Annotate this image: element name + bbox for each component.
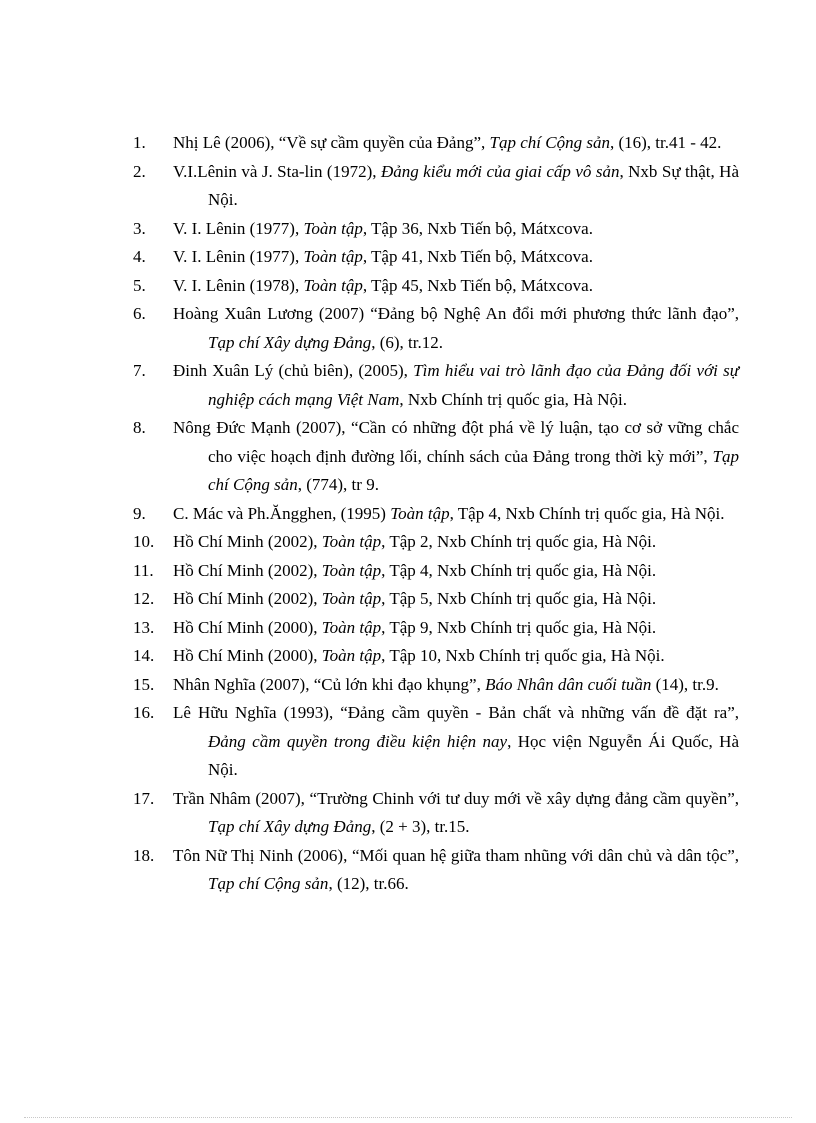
- reference-number: 16.: [133, 703, 155, 722]
- reference-number: 3.: [133, 218, 146, 238]
- reference-number: 2.: [133, 161, 146, 181]
- reference-number: 6.: [133, 304, 146, 323]
- reference-number: 12.: [133, 589, 155, 608]
- reference-item: 17. Trần Nhâm (2007), “Trường Chinh với tư duy mới về xây dựng đảng cầm quyền”, Tạp chí Xây dựng Đảng, (2 + 3), tr.15.: [133, 785, 739, 842]
- reference-item: 16. Lê Hữu Nghĩa (1993), “Đảng cầm quyền - Bản chất và những vấn đề đặt ra”, Đảng cầm quyền trong điều kiện hiện nay, Học viện Nguyễn Ái Quốc, Hà Nội.: [133, 699, 739, 785]
- reference-item: 11. Hồ Chí Minh (2002), Toàn tập, Tập 4, Nxb Chính trị quốc gia, Hà Nội.: [133, 557, 739, 586]
- reference-item: 15. Nhân Nghĩa (2007), “Củ lớn khi đạo khụng”, Báo Nhân dân cuối tuần (14), tr.9.: [133, 671, 739, 700]
- reference-list: [133, 129, 739, 899]
- reference-number: 7.: [133, 361, 146, 380]
- reference-item: 4. V. I. Lênin (1977), Toàn tập, Tập 41, Nxb Tiến bộ, Mátxcova.: [133, 243, 739, 272]
- reference-number: 17.: [133, 788, 155, 808]
- reference-number: 13.: [133, 617, 155, 637]
- reference-item: 13. Hồ Chí Minh (2000), Toàn tập, Tập 9, Nxb Chính trị quốc gia, Hà Nội.: [133, 614, 739, 643]
- reference-item: 5. V. I. Lênin (1978), Toàn tập, Tập 45, Nxb Tiến bộ, Mátxcova.: [133, 272, 739, 301]
- reference-item: 14. Hồ Chí Minh (2000), Toàn tập, Tập 10, Nxb Chính trị quốc gia, Hà Nội.: [133, 642, 739, 671]
- reference-item: 9. C. Mác và Ph.Ăngghen, (1995) Toàn tập, Tập 4, Nxb Chính trị quốc gia, Hà Nội.: [133, 500, 739, 529]
- reference-item: 3. V. I. Lênin (1977), Toàn tập, Tập 36, Nxb Tiến bộ, Mátxcova.: [133, 215, 739, 244]
- reference-number: 9.: [133, 503, 146, 523]
- reference-number: 4.: [133, 247, 146, 266]
- reference-item: 12. Hồ Chí Minh (2002), Toàn tập, Tập 5, Nxb Chính trị quốc gia, Hà Nội.: [133, 585, 739, 614]
- reference-item: 10. Hồ Chí Minh (2002), Toàn tập, Tập 2, Nxb Chính trị quốc gia, Hà Nội.: [133, 528, 739, 557]
- reference-number: 14.: [133, 646, 155, 665]
- reference-number: 1.: [133, 133, 146, 152]
- reference-number: 8.: [133, 418, 146, 437]
- reference-number: 5.: [133, 275, 146, 295]
- reference-item: 1. Nhị Lê (2006), “Về sự cầm quyền của Đảng”, Tạp chí Cộng sản, (16), tr.41 - 42.: [133, 129, 739, 158]
- reference-number: 11.: [133, 560, 154, 580]
- reference-number: 15.: [133, 674, 155, 694]
- reference-item: 8. Nông Đức Mạnh (2007), “Cần có những đột phá về lý luận, tạo cơ sở vững chắc cho việc hoạch định đường lối, chính sách của Đảng trong thời kỳ mới”, Tạp chí Cộng sản, (774), tr 9.: [133, 414, 739, 500]
- reference-number: 18.: [133, 845, 155, 865]
- reference-number: 10.: [133, 532, 155, 551]
- reference-item: 18. Tôn Nữ Thị Ninh (2006), “Mối quan hệ giữa tham nhũng với dân chủ và dân tộc”, Tạp chí Cộng sản, (12), tr.66.: [133, 842, 739, 899]
- reference-item: 6. Hoàng Xuân Lương (2007) “Đảng bộ Nghệ An đổi mới phương thức lãnh đạo”, Tạp chí Xây dựng Đảng, (6), tr.12.: [133, 300, 739, 357]
- page-bottom-divider: [24, 1117, 792, 1118]
- reference-item: 2. V.I.Lênin và J. Sta-lin (1972), Đảng kiểu mới của giai cấp vô sản, Nxb Sự thật, Hà Nội.: [133, 158, 739, 215]
- reference-item: 7. Đinh Xuân Lý (chủ biên), (2005), Tìm hiểu vai trò lãnh đạo của Đảng đối với sự nghiệp cách mạng Việt Nam, Nxb Chính trị quốc gia, Hà Nội.: [133, 357, 739, 414]
